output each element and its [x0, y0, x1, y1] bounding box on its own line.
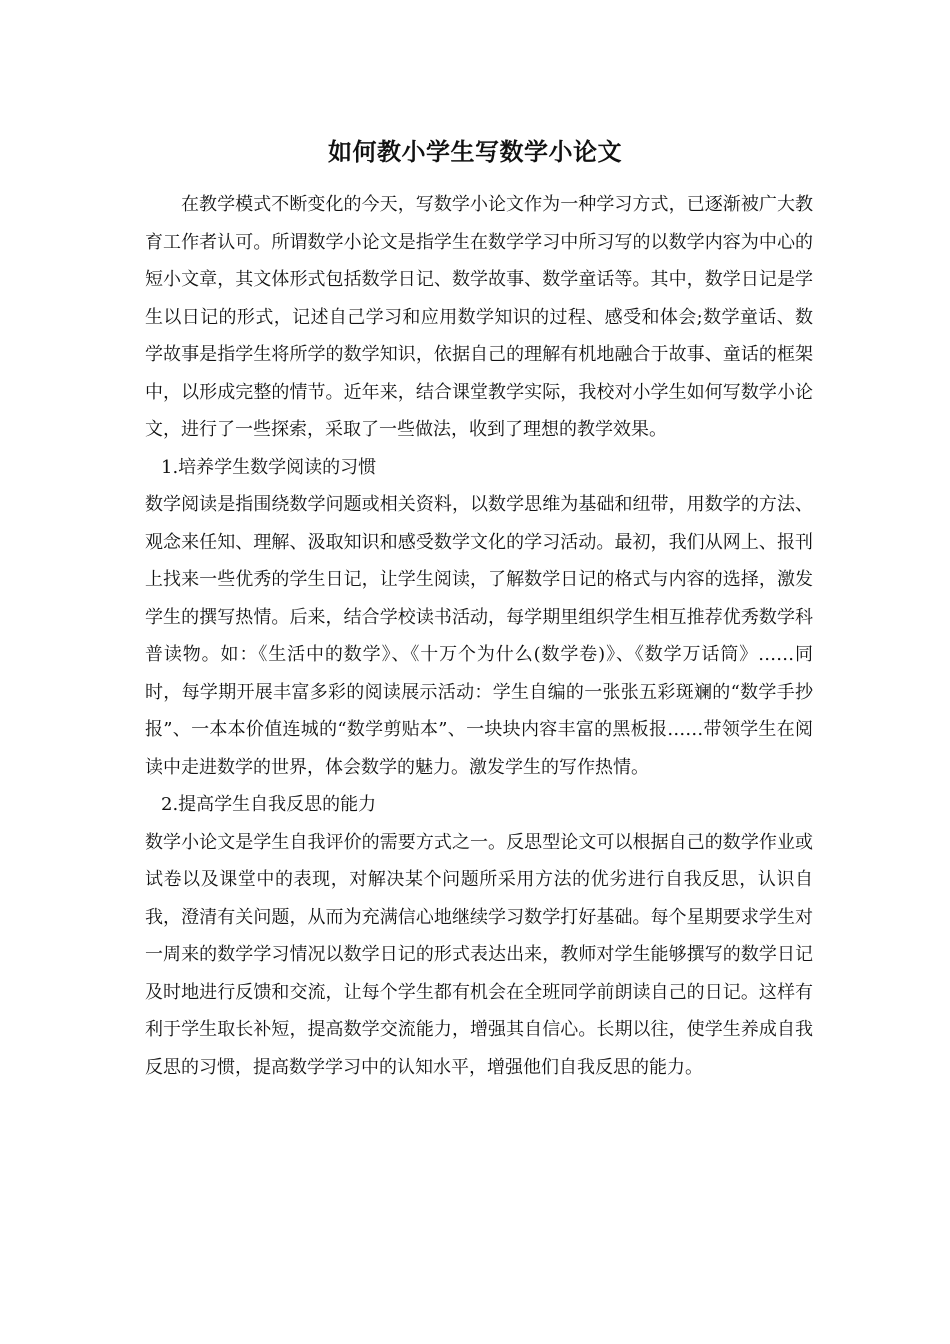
document-title: 如何教小学生写数学小论文 — [328, 137, 622, 166]
section-body-1: 数学阅读是指围绕数学问题或相关资料，以数学思维为基础和纽带，用数学的方法、观念来任知、理解、汲取知识和感受数学文化的学习活动。最初，我们从网上、报刊上找来一些优秀的学生日记，让学生阅读，了解数学日记的格式与内容的选择，激发学生的撰写热情。后来，结合学校读书活动，每学期里组织学生相互推荐优秀数学科普读物。如：《生活中的数学》、《十万个为什么(数学卷)》、《数学万话筒》……同时，每学期开展丰富多彩的阅读展示活动：学生自编的一张张五彩斑斓的“数学手抄报”、一本本价值连城的“数学剪贴本”、一块块内容丰富的黑板报……带领学生在阅读中走进数学的世界，体会数学的魅力。激发学生的写作热情。 — [145, 494, 813, 778]
section-body-2: 数学小论文是学生自我评价的需要方式之一。反思型论文可以根据自己的数学作业或试卷以及课堂中的表现，对解决某个问题所采用方法的优劣进行自我反思，认识自我，澄清有关问题，从而为充满信心地继续学习数学打好基础。每个星期要求学生对一周来的数学学习情况以数学日记的形式表达出来，教师对学生能够撰写的数学日记及时地进行反馈和交流，让每个学生都有机会在全班同学前朗读自己的日记。这样有利于学生取长补短，提高数学交流能力，增强其自信心。长期以往，使学生养成自我反思的习惯，提高数学学习中的认知水平，增强他们自我反思的能力。 — [145, 831, 813, 1078]
section-heading-1: 1.培养学生数学阅读的习惯 — [161, 456, 377, 478]
intro-paragraph: 在教学模式不断变化的今天，写数学小论文作为一种学习方式，已逐渐被广大教育工作者认可。所谓数学小论文是指学生在数学学习中所习写的以数学内容为中心的短小文章，其文体形式包括数学日记、数学故事、数学童话等。其中，数学日记是学生以日记的形式，记述自己学习和应用数学知识的过程、感受和体会;数学童话、数学故事是指学生将所学的数学知识，依据自己的理解有机地融合于故事、童话的框架中，以形成完整的情节。近年来，结合课堂教学实际，我校对小学生如何写数学小论文，进行了一些探索，采取了一些做法，收到了理想的教学效果。 — [145, 194, 813, 440]
document-body — [145, 186, 813, 1086]
section-heading-2: 2.提高学生自我反思的能力 — [161, 794, 377, 815]
